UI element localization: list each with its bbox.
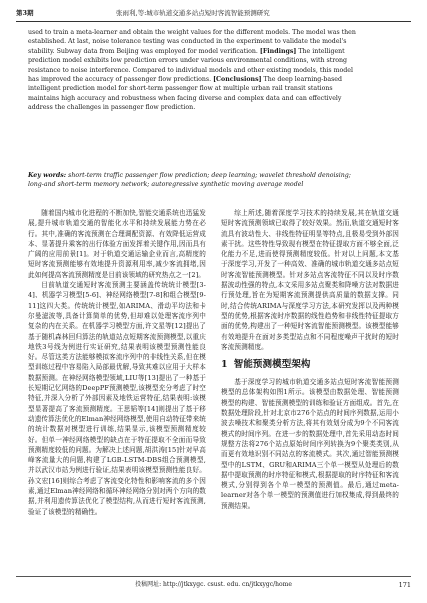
section-number: 1: [221, 359, 228, 371]
english-abstract: [28, 28, 399, 113]
body-paragraph: 基于深度学习的城市轨道交通多站点短时客流智能预测模型的总体架构如图1所示。该模型由数据处理、智能预测模型的构建、智能预测模型的训练和验证方面组成。首先,在数据处理阶段,针对北京市276个站点的时间序列数据,运用小波去噪技术和聚类分析方法,将其有效划分成为9个不同客流模式的时间序列。在进一步的数据处理中,首先采用动态时间规整方法将276个站点原始时间序列转换为9个聚类类别,从而更有效地识别不同站点的客流模式。其次,通过智能预测模型中的LSTM、GRU和ARIMA三个单一模型从处理后的数据中提取预测的时序特征和模式,根据提取的时序特征和客流模式,分别得到各个单一模型的预测值。最后,通过meta-learner对各个单一模型的预测值进行加权集成,得到最终的预测结果。: [221, 378, 399, 510]
running-header: [16, 6, 411, 20]
abstract-line: maintains high accuracy and robustness when facing diverse and complex data and can effectively: [28, 94, 342, 102]
abstract-line: intelligent prediction model for short-term passenger flow at multiple urban rail transit stations: [28, 85, 333, 93]
left-column: [28, 208, 206, 517]
header-rule: [16, 21, 411, 22]
body-paragraph: 综上所述,随着深度学习技术的持续发展,其在轨道交通短时客流预测领域已取得了较好效果。然而,轨道交通短时客流具有波动性大、非线性特征明显等特点,且极易受到外部因素干扰。这些特性导致现有模型在特征提取方面不够全面,泛化能力不足,进而使得预测精度较低。针对以上问题,本文基于深度学习,开发了一种高效、准确的城市轨道交通多站点短时客流智能预测模型。针对多站点客流特征不同以及时序数据波动性强的特点,本文采用多站点聚类和降噪方法对数据进行预处理,旨在为短期客流预测提供高质量的数据支撑。同时,结合传统ARIMA与深度学习方法,本研究发挥以及两种模型的优势,根据客流时序数据的线性趋势和非线性特征提取方面的优势,构建出了一种短时客流智能预测模型。该模型能够有效地提升在面对多类型站点和不同程度噪声干扰时的短时客流预测精度。: [221, 209, 399, 351]
keywords-label: Key words:: [28, 172, 67, 179]
abstract-line: address the challenges in passenger flow prediction.: [28, 104, 196, 112]
right-column: [221, 208, 399, 511]
conclusions-label: [Conclusions]: [213, 76, 262, 84]
running-title: 张雨利,等:城市轨道交通多站点短时客流智能预测研究: [116, 9, 270, 17]
body-paragraph: 随着国内城市化进程的不断加快,智能交通系统也迅猛发展,提升城市轨道交通的智能化水平和持续发展能力势在必行。其中,准确的客流预测在合理调配资源、有效降低运营成本、显著提升乘客的出行体验方面发挥着关键作用,因而具有广阔的应用前景[1]。对于轨道交通运输企业而言,高精度的短时客流预测能够有效地提升资源利用率,减少客流拥堵,因此如何提高客流预测精度是目前该领域的研究热点之一[2]。: [28, 209, 206, 279]
body-paragraph: 目前轨道交通短时客流预测主要涵盖传统统计模型[3-4]、机器学习模型[5-6]、神经网络模型[7-8]和组合模型[9-11]这四大类。传统统计模型,如ARIMA、滑动平均法和卡尔曼滤波等,具备计算简单的优势,但却难以处理客流序列中复杂的内在关系。在机器学习模型方面,许文星等[12]提出了基于随机森林回归算法的轨道站点短期客流预测模型,以重庆地铁3号线为例进行实证研究,结果表明该模型预测性能良好。尽管这类方法能够模拟客流序列中的非线性关系,但在模型训练过程中容易陷入局部最优解,导致其难以应用于大样本数据预测。在神经网络模型领域,LIU等[13]提出了一种基于长短期记忆网络的DeepPF预测模型,该模型充分考虑了时空特征,并深入分析了外部因素及地铁运营特征,结果表明:该模型显著提高了客流预测精度。王思韬等[14]则提出了基于移动遗传算法优化的Elman神经网络模型,使用自动特征带来统的统计数据对模型进行训练,结果显示,该模型预测精度较好。但单一神经网络模型的缺点在于特征提取不全面而导致预测精度较低的问题。为解决上述问题,胡洪涛[15]针对早高峰客流量大的问题,构建了LGB-LSTM-DBS组合预测模型,并以武汉市站为例进行验证,结果表明该模型预测性能良好。孙文宏[16]则综合考虑了客流变化特性和影响客流的多个因素,通过Elman神经网络和循环神经网络分别对两个方向的数据,并利用遗传算法优化了模型结构,从而进行短时客流预测,验证了该模型的精确性。: [28, 281, 207, 516]
section-heading: [221, 358, 399, 372]
submission-url: 投稿网址: http://jtkxygc. csust. edu. cn/jtkxygc/home: [135, 581, 292, 588]
findings-label: [Findings]: [259, 47, 297, 55]
abstract-line: stability. Subway data from Beijing was employed for model verification. [Findings] The intelligent: [28, 47, 345, 55]
section-title: 智能预测模型架构: [233, 359, 311, 371]
abstract-line: resistance to noise interference. Compared to individual models and other existing models, this model: [28, 66, 353, 74]
keywords: [28, 171, 399, 190]
abstract-line: has improved the accuracy of passenger flow predictions. [Conclusions] The deep learning-based: [28, 76, 343, 84]
abstract-line: prediction model exhibits low prediction errors under various environmental conditions, with strong: [28, 57, 347, 65]
issue-label: 第3期: [16, 9, 34, 17]
page-footer: [16, 579, 411, 591]
abstract-line: used to train a meta-learner and obtain the weight values for the different models. The model was then: [28, 29, 356, 36]
page-number: 171: [398, 581, 411, 589]
footer-rule: [16, 576, 411, 577]
abstract-line: established. At last, noise tolerance testing was conducted in the experiment to validate the model's: [28, 38, 347, 46]
keywords-text: short-term traffic passenger flow prediction; deep learning; wavelet threshold denoising;: [66, 172, 351, 179]
keywords-text: long-and short-term memory network; autoregressive synthetic moving average model: [28, 181, 304, 189]
